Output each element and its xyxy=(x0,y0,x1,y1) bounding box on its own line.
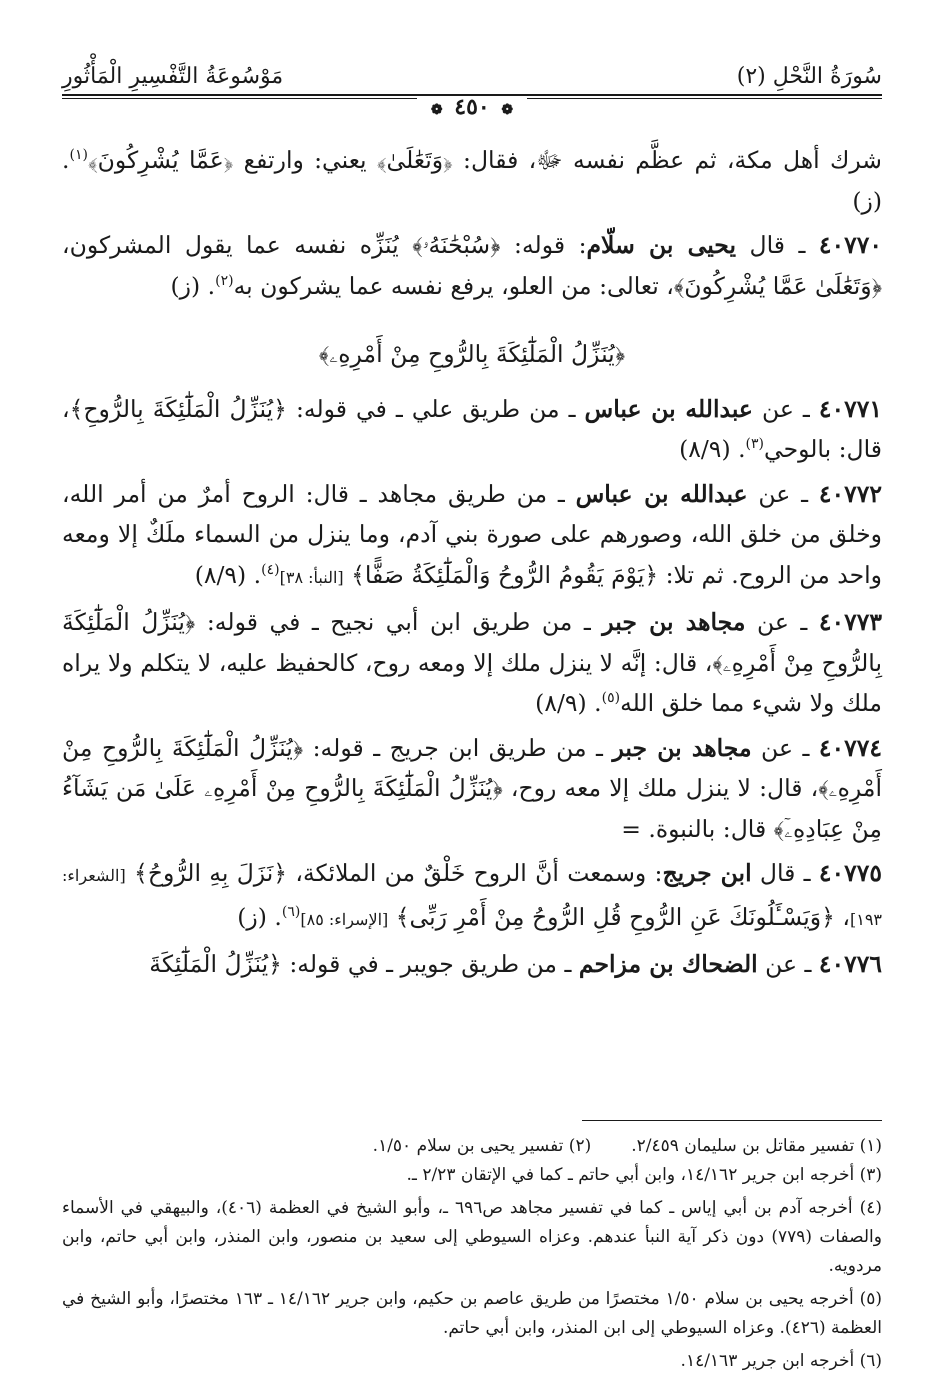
footnote-marker[interactable]: (٤) xyxy=(261,561,280,578)
paragraph: ٤٠٧٧٥ ـ قال ابن جريج: وسمعت أنَّ الروح خَلْقٌ من الملائكة، ﴿نَزَلَ بِهِ الرُّوحُ﴾ [الشعراء: ١٩٣]، ﴿وَيَسْـَٔلُونَكَ عَنِ الرُّوحِ قُلِ الرُّوحُ مِنْ أَمْرِ رَبِّى﴾ [الإسراء: ٨٥]$^{(٦)}$. (ز) xyxy=(62,859,882,931)
narrator-name: يحيى بن سلّام xyxy=(586,231,737,259)
athar-number: ٤٠٧٧٤ xyxy=(818,733,882,762)
athar-number: ٤٠٧٧٠ xyxy=(818,231,882,259)
verse-reference: [الشعراء: ١٩٣] xyxy=(62,866,882,929)
page-number-box xyxy=(417,96,527,121)
footnote-2: (٢) تفسير يحيى بن سلام ١/٥٠. xyxy=(372,1136,592,1156)
narrator-name: مجاهد بن جبر xyxy=(612,733,752,762)
footnote-row xyxy=(62,1132,882,1161)
book-title: مَوْسُوعَةُ التَّفْسِيرِ الْمَأْثُورِ xyxy=(62,64,284,89)
page xyxy=(62,60,882,1371)
footnote-rule xyxy=(582,1120,882,1121)
verse-reference: [الإسراء: ٨٥] xyxy=(300,909,389,929)
athar-number: ٤٠٧٧٢ xyxy=(818,479,882,508)
verse-reference: [النبأ: ٣٨] xyxy=(279,567,344,587)
narrator-name: الضحاك بن مزاحم xyxy=(578,950,758,978)
athar-number: ٤٠٧٧٣ xyxy=(818,608,882,636)
footnote-marker[interactable]: (٢) xyxy=(215,272,234,289)
paragraph: ٤٠٧٧٦ ـ عن الضحاك بن مزاحم ـ من طريق جويبر ـ في قوله: ﴿يُنَزِّلُ الْمَلَٰٓئِكَةَ xyxy=(149,950,882,978)
narrator-name: مجاهد بن جبر xyxy=(602,608,746,636)
surah-title: سُورَةُ النَّحْلِ (٢) xyxy=(736,64,882,89)
athar-number: ٤٠٧٧١ xyxy=(818,394,882,423)
ornament-icon: ❁ xyxy=(430,102,443,118)
paragraph: ٤٠٧٧٢ ـ عن عبدالله بن عباس ـ من طريق مجاهد ـ قال: الروح أمرٌ من أمر الله، وخلق من خلق الله، وصورهم على صورة بني آدم، وما ينزل من السماء ملَكٌ إلا ومعه واحد من الروح. ثم تلا: ﴿يَوْمَ يَقُومُ الرُّوحُ وَالْمَلَٰٓئِكَةُ صَفًّا﴾ [النبأ: ٣٨]$^{(٤)}$. (٨/٩) xyxy=(62,479,882,589)
footnote-marker[interactable]: (٦) xyxy=(281,903,301,920)
main-text xyxy=(62,140,882,989)
ornament-icon: ❁ xyxy=(501,102,514,118)
footnote-4: (٤) أخرجه آدم بن أبي إياس ـ كما في تفسير مجاهد ص٦٩٦ ـ، وأبو الشيخ في العظمة (٤٠٦)، والبيهقي في الأسماء والصفات (٧٧٩) دون ذكر آية النبأ عندهم. وعزاه السيوطي إلى سعيد بن منصور، وابن المنذر، وابن أبي حاتم، وابن مردويه. xyxy=(62,1198,882,1276)
verse-heading: ﴿يُنَزِّلُ الْمَلَٰٓئِكَةَ بِالرُّوحِ مِنْ أَمْرِهِۦ﴾ xyxy=(318,340,626,368)
footnote-6: (٦) أخرجه ابن جرير ١٤/١٦٣. xyxy=(680,1351,882,1371)
footnote-marker[interactable]: (١) xyxy=(69,147,88,164)
paragraph: ٤٠٧٧٤ ـ عن مجاهد بن جبر ـ من طريق ابن جريج ـ قوله: ﴿يُنَزِّلُ الْمَلَٰٓئِكَةَ بِالرُّوحِ مِنْ أَمْرِهِۦ﴾، قال: لا ينزل ملك إلا معه روح، ﴿يُنَزِّلُ الْمَلَٰٓئِكَةَ بِالرُّوحِ مِنْ أَمْرِهِۦ عَلَىٰ مَن يَشَآءُ مِنْ عِبَادِهِۦٓ﴾ قال: بالنبوة. = xyxy=(62,733,882,843)
paragraph: شرك أهل مكة، ثم عظَّم نفسه ﷻ، فقال: ﴿وَتَعَٰلَىٰ﴾ يعني: وارتفع ﴿عَمَّا يُشْرِكُونَ﴾$^{(١)}$. (ز) xyxy=(62,146,882,215)
narrator-name: ابن جريج xyxy=(662,859,752,887)
footnotes xyxy=(62,1132,882,1380)
footnote-1: (١) تفسير مقاتل بن سليمان ٢/٤٥٩. xyxy=(631,1136,882,1156)
footnote-marker[interactable]: (٥) xyxy=(601,690,621,707)
narrator-name: عبدالله بن عباس xyxy=(584,394,753,423)
paragraph: ٤٠٧٧١ ـ عن عبدالله بن عباس ـ من طريق علي ـ في قوله: ﴿يُنَزِّلُ الْمَلَٰٓئِكَةَ بِالرُّوحِ﴾، قال: بالوحي$^{(٣)}$. (٨/٩) xyxy=(62,394,882,463)
running-header xyxy=(62,60,882,120)
paragraph: ٤٠٧٧٣ ـ عن مجاهد بن جبر ـ من طريق ابن أبي نجيح ـ في قوله: ﴿يُنَزِّلُ الْمَلَٰٓئِكَةَ بِالرُّوحِ مِنْ أَمْرِهِۦ﴾، قال: إنَّه لا ينزل ملك إلا ومعه روح، كالحفيظ عليه، لا يتكلم ولا يراه ملك ولا شيء مما خلق الله$^{(٥)}$. (٨/٩) xyxy=(62,608,882,717)
footnote-marker[interactable]: (٣) xyxy=(745,436,765,453)
athar-number: ٤٠٧٧٦ xyxy=(818,950,882,978)
footnote-3: (٣) أخرجه ابن جرير ١٤/١٦٢، وابن أبي حاتم ـ كما في الإتقان ٢/٢٣ ـ. xyxy=(406,1165,882,1185)
athar-number: ٤٠٧٧٥ xyxy=(818,859,882,887)
page-number: ٤٥٠ xyxy=(454,94,490,120)
narrator-name: عبدالله بن عباس xyxy=(575,479,748,508)
footnote-5: (٥) أخرجه يحيى بن سلام ١/٥٠ مختصرًا من طريق عاصم بن حكيم، وابن جرير ١٤/١٦٢ ـ ١٦٣ مختصرًا، وأبو الشيخ في العظمة (٤٢٦). وعزاه السيوطي إلى ابن المنذر، وابن أبي حاتم. xyxy=(62,1289,882,1338)
paragraph: ٤٠٧٧٠ ـ قال يحيى بن سلّام: قوله: ﴿سُبْحَٰنَهُۥ﴾ يُنَزِّه نفسه عما يقول المشركون، ﴿وَتَعَٰلَىٰ عَمَّا يُشْرِكُونَ﴾، تعالى: من العلو، يرفع نفسه عما يشركون به$^{(٢)}$. (ز) xyxy=(62,231,882,300)
